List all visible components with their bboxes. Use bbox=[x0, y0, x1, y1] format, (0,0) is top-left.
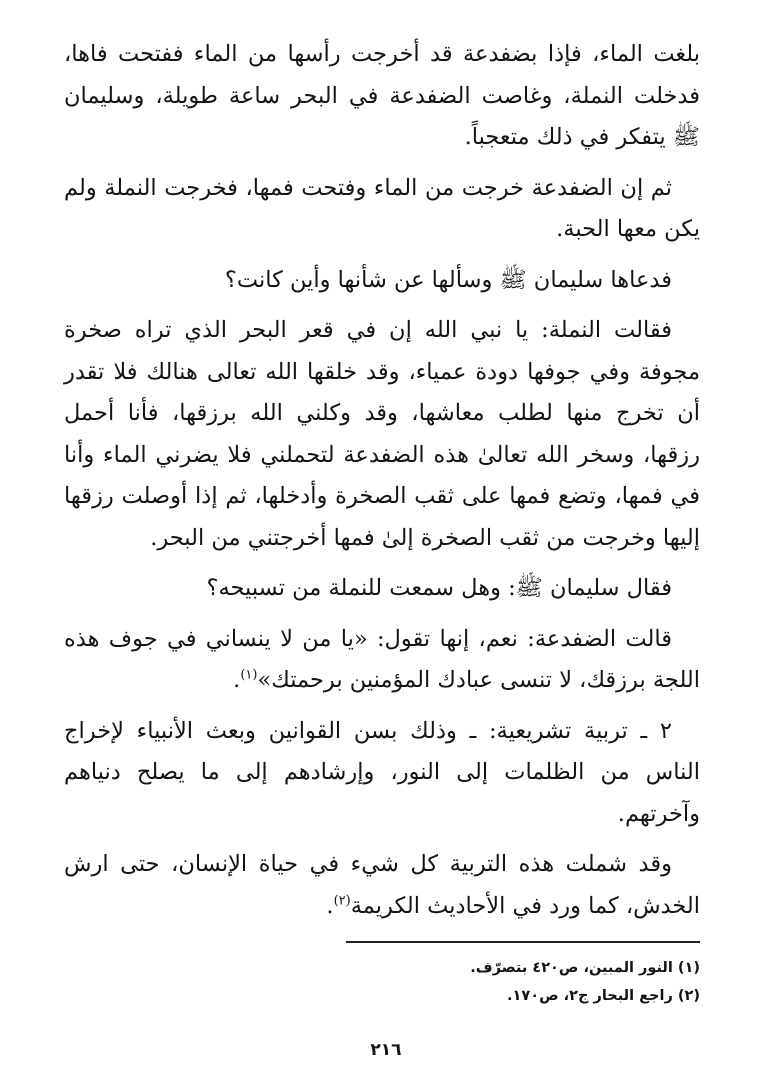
paragraph-4: فقالت النملة: يا نبي الله إن في قعر البحر الذي تراه صخرة مجوفة وفي جوفها دودة عمياء، وقد خلقها الله تعالى هنالك فلا تقدر أن تخرج منها لطلب معاشها، وقد وكلني الله برزقها، فأنا أحمل رزقها، وسخر الله تعالىٰ هذه الضفدعة لتحملني فلا يضرني الماء وأنا في فمها، وتضع فمها على ثقب الصخرة وأدخلها، ثم إذا أوصلت رزقها إليها وخرجت من ثقب الصخرة إلىٰ فمها أخرجتني من البحر. bbox=[64, 317, 700, 551]
paragraph-8-tail: . bbox=[326, 892, 334, 919]
paragraph-3: فدعاها سليمان ﷺ وسألها عن شأنها وأين كانت؟ bbox=[224, 266, 672, 293]
page-number: ٢١٦ bbox=[370, 1040, 402, 1060]
paragraph-1: بلغت الماء، فإذا بضفدعة قد أخرجت رأسها من الماء ففتحت فاها، فدخلت النملة، وغاصت الضفدعة في البحر ساعة طويلة، وسليمان ﷺ يتفكر في ذلك متعجباً. bbox=[64, 41, 700, 150]
paragraph-5: فقال سليمان ﷺ: وهل سمعت للنملة من تسبيحه؟ bbox=[206, 575, 672, 601]
footnotes bbox=[280, 954, 700, 1010]
paragraph-8-text: وقد شملت هذه التربية كل شيء في حياة الإنسان، حتى ارش الخدش، كما ورد في الأحاديث الكريمة bbox=[64, 851, 700, 919]
paragraph-6 bbox=[64, 619, 700, 702]
paragraph-6-tail: . bbox=[233, 667, 241, 693]
footnote-2: (٢) راجع البحار ج٢، ص١٧٠. bbox=[507, 988, 700, 1004]
footnote-ref-1: (١) bbox=[240, 667, 258, 683]
paragraph-8 bbox=[64, 844, 700, 927]
footnote-ref-2: (٢) bbox=[333, 893, 351, 908]
footnote-1: (١) النور المبين، ص٤٢٠ بتصرّف. bbox=[470, 960, 700, 976]
paragraph-7: ٢ ـ تربية تشريعية: ـ وذلك بسن القوانين وبعث الأنبياء لإخراج الناس من الظلمات إلى النور، وإرشادهم إلى ما يصلح دنياهم وآخرتهم. bbox=[64, 717, 700, 827]
footnote-divider bbox=[346, 941, 700, 943]
page-body bbox=[64, 34, 700, 936]
paragraph-2: ثم إن الضفدعة خرجت من الماء وفتحت فمها، فخرجت النملة ولم يكن معها الحبة. bbox=[64, 174, 700, 242]
paragraph-6-text: قالت الضفدعة: نعم، إنها تقول: «يا من لا ينساني في جوف هذه اللجة برزقك، لا تنسى عبادك المؤمنين برحمتك» bbox=[64, 625, 700, 693]
